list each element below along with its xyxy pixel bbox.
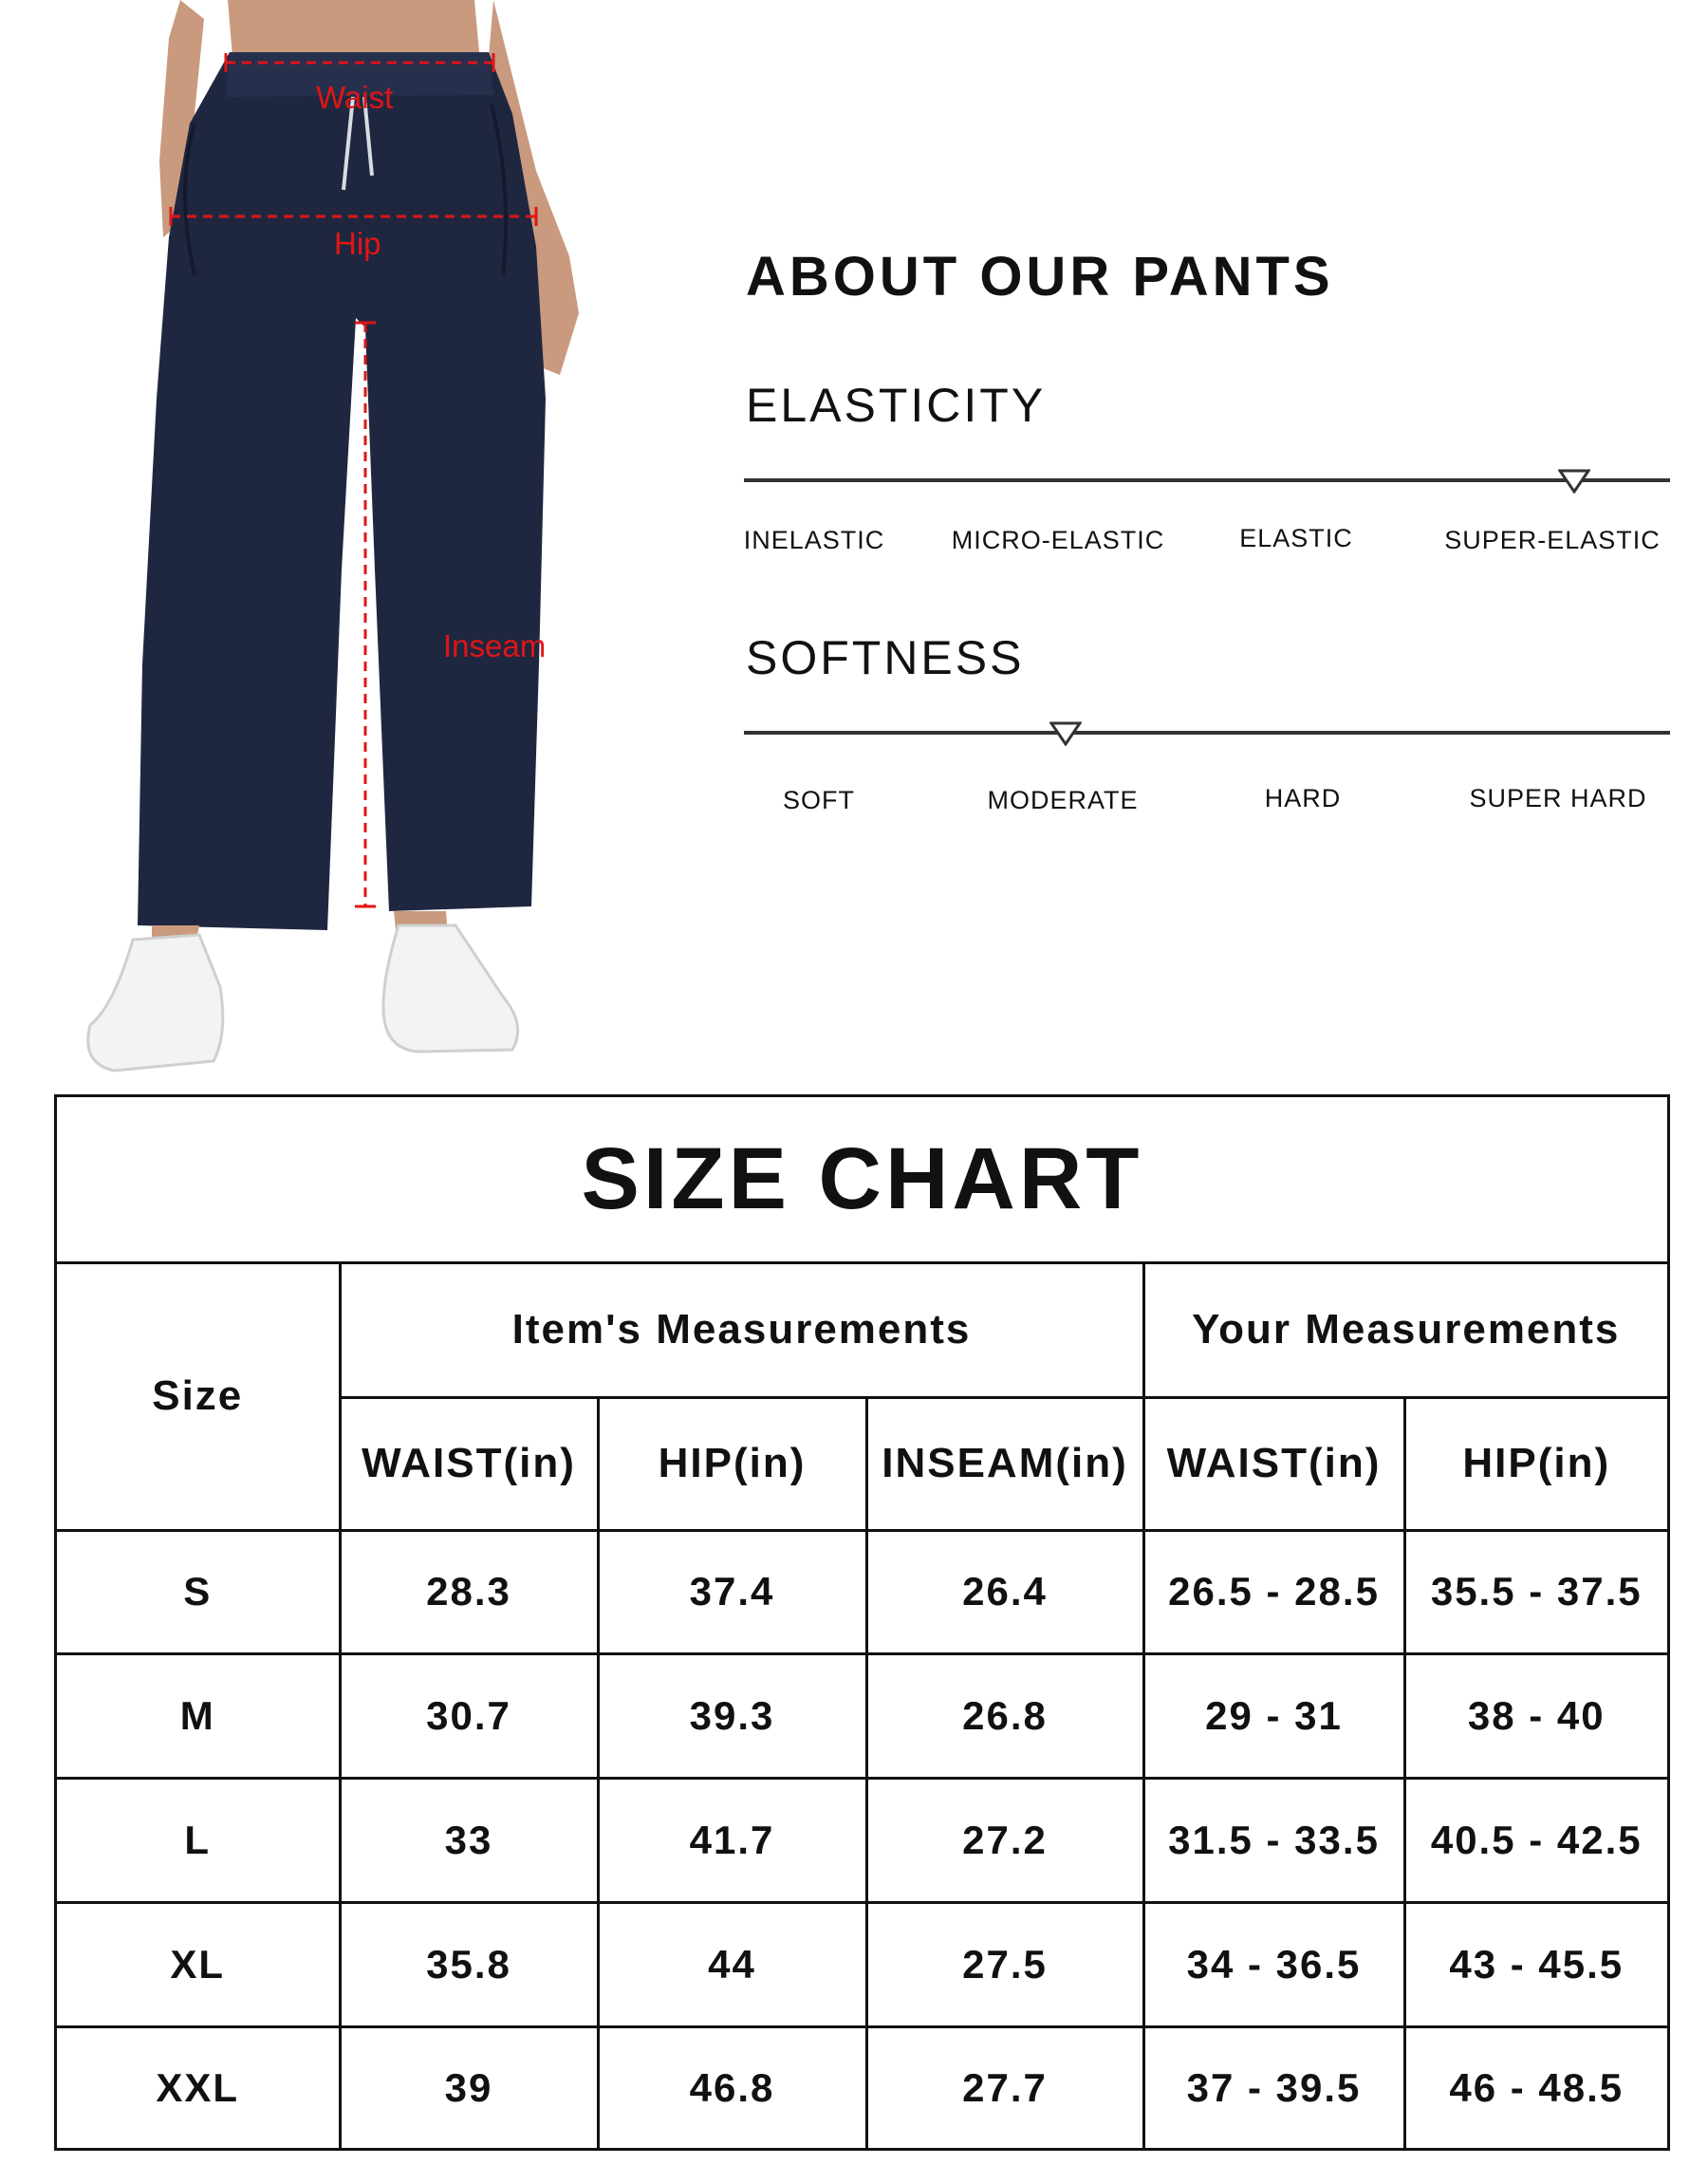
size-cell: XL <box>57 1903 340 2027</box>
elasticity-scale-line <box>744 478 1670 482</box>
your-hip-cell: 43 - 45.5 <box>1404 1903 1667 2027</box>
size-cell: XXL <box>57 2027 340 2148</box>
pants-illustration <box>0 0 683 1082</box>
softness-title: SOFTNESS <box>746 631 1025 684</box>
your-waist-cell: 37 - 39.5 <box>1143 2027 1404 2148</box>
table-row <box>57 1779 1667 1903</box>
table-row <box>57 1530 1667 1654</box>
right-shoe <box>383 925 518 1052</box>
softness-label-hard: HARD <box>1264 784 1342 812</box>
size-cell: L <box>57 1779 340 1903</box>
elasticity-label-micro-elastic: MICRO-ELASTIC <box>951 526 1165 554</box>
item-measurements-header: Item's Measurements <box>340 1264 1143 1397</box>
elasticity-title: ELASTICITY <box>746 379 1047 432</box>
pants-shape <box>138 52 546 930</box>
size-cell: M <box>57 1654 340 1779</box>
size-header: Size <box>57 1264 340 1530</box>
inseam-cell: 26.8 <box>866 1654 1143 1779</box>
inseam-cell: 27.2 <box>866 1779 1143 1903</box>
table-row <box>57 1903 1667 2027</box>
hip-cell: 44 <box>598 1903 866 2027</box>
torso-skin <box>228 0 479 57</box>
waist-cell: 30.7 <box>340 1654 598 1779</box>
about-title: ABOUT OUR PANTS <box>746 246 1334 308</box>
table-row <box>57 2027 1667 2148</box>
item-hip-header: HIP(in) <box>598 1397 866 1530</box>
left-shoe <box>88 935 223 1071</box>
your-hip-cell: 38 - 40 <box>1404 1654 1667 1779</box>
inseam-cell: 27.7 <box>866 2027 1143 2148</box>
your-waist-cell: 29 - 31 <box>1143 1654 1404 1779</box>
hip-label: Hip <box>334 226 381 261</box>
softness-label-super-hard: SUPER HARD <box>1469 784 1647 812</box>
your-hip-cell: 46 - 48.5 <box>1404 2027 1667 2148</box>
elasticity-label-super-elastic: SUPER-ELASTIC <box>1444 526 1661 554</box>
size-cell: S <box>57 1530 340 1654</box>
hip-cell: 41.7 <box>598 1779 866 1903</box>
waist-cell: 28.3 <box>340 1530 598 1654</box>
size-chart <box>54 1094 1670 2151</box>
waist-cell: 33 <box>340 1779 598 1903</box>
item-waist-header: WAIST(in) <box>340 1397 598 1530</box>
elasticity-label-inelastic: INELASTIC <box>743 526 885 554</box>
softness-label-soft: SOFT <box>783 786 855 814</box>
waist-cell: 39 <box>340 2027 598 2148</box>
table-row <box>57 1654 1667 1779</box>
size-chart-title: SIZE CHART <box>57 1097 1667 1264</box>
your-waist-cell: 34 - 36.5 <box>1143 1903 1404 2027</box>
hip-cell: 37.4 <box>598 1530 866 1654</box>
inseam-label: Inseam <box>443 628 547 663</box>
elasticity-marker-icon <box>1558 469 1590 494</box>
your-hip-header: HIP(in) <box>1404 1397 1667 1530</box>
softness-label-moderate: MODERATE <box>987 786 1139 814</box>
your-hip-cell: 35.5 - 37.5 <box>1404 1530 1667 1654</box>
waist-label: Waist <box>316 80 394 115</box>
your-measurements-header: Your Measurements <box>1143 1264 1667 1397</box>
inseam-cell: 27.5 <box>866 1903 1143 2027</box>
softness-scale-line <box>744 731 1670 735</box>
softness-marker-icon <box>1049 721 1082 746</box>
your-hip-cell: 40.5 - 42.5 <box>1404 1779 1667 1903</box>
size-table <box>57 1264 1667 2148</box>
hip-cell: 46.8 <box>598 2027 866 2148</box>
item-inseam-header: INSEAM(in) <box>866 1397 1143 1530</box>
pants-figure-svg <box>0 0 683 1082</box>
inseam-cell: 26.4 <box>866 1530 1143 1654</box>
your-waist-cell: 26.5 - 28.5 <box>1143 1530 1404 1654</box>
elasticity-label-elastic: ELASTIC <box>1239 524 1353 552</box>
group-header-row <box>57 1264 1667 1397</box>
your-waist-cell: 31.5 - 33.5 <box>1143 1779 1404 1903</box>
your-waist-header: WAIST(in) <box>1143 1397 1404 1530</box>
hip-cell: 39.3 <box>598 1654 866 1779</box>
waist-cell: 35.8 <box>340 1903 598 2027</box>
